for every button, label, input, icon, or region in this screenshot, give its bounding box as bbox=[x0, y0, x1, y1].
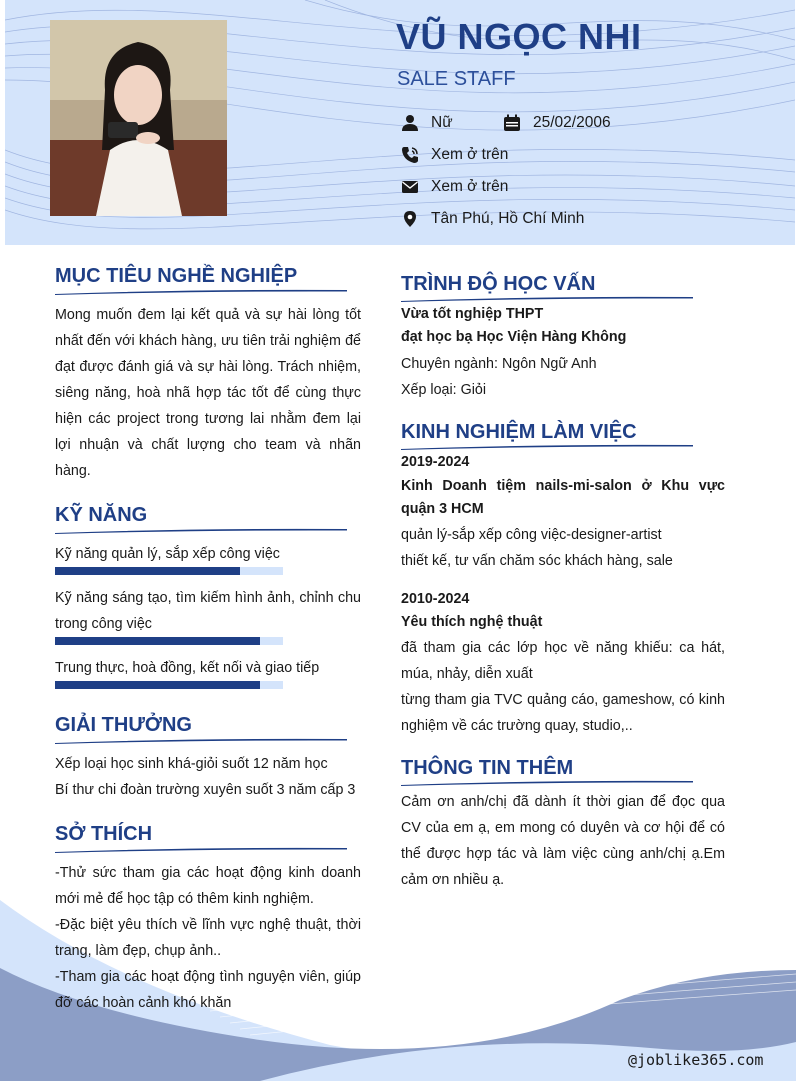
info-email bbox=[401, 176, 601, 198]
info-phone bbox=[401, 144, 601, 166]
heading-underline bbox=[401, 443, 693, 451]
hobby-item: -Đặc biệt yêu thích về lĩnh vực nghệ thuật, thời trang, làm đẹp, chụp ảnh.. bbox=[55, 917, 361, 959]
heading-underline bbox=[55, 527, 347, 535]
skill-bar bbox=[55, 567, 283, 575]
skill-bar-fill bbox=[55, 681, 260, 689]
awards-heading: GIẢI THƯỞNG bbox=[55, 714, 192, 736]
calendar-icon bbox=[503, 114, 521, 132]
experience-role: Yêu thích nghệ thuật bbox=[401, 614, 543, 630]
objective-text: Mong muốn đem lại kết quả và sự hài lòng tốt nhất đến với khách hàng, ưu tiên trải nghiệm để đạt được đánh giá và sự hài lòng. Trách nhiệm, siêng năng, hoà nhã hợp tác tốt để cùng thực hiện các project trong tương lai nhằm đem lại lợi nhuận và chất lượng cho team và nhãn hàng. bbox=[55, 307, 361, 479]
skill-bar bbox=[55, 681, 283, 689]
education-school: đạt học bạ Học Viện Hàng Không bbox=[401, 329, 627, 345]
extra-info-text: Cảm ơn anh/chị đã dành ít thời gian để đọc qua CV của em ạ, em mong có duyên và cơ hội để có thể được hợp tác và làm việc cùng anh/chị ạ.Em cảm ơn nhiều ạ. bbox=[401, 794, 725, 888]
email-text: Xem ở trên bbox=[431, 178, 509, 195]
experience-detail: đã tham gia các lớp học về năng khiếu: ca hát, múa, nhảy, diễn xuất bbox=[401, 640, 725, 682]
objective-heading: MỤC TIÊU NGHỀ NGHIỆP bbox=[55, 265, 298, 287]
skill-label: Trung thực, hoà đồng, kết nối và giao tiếp bbox=[55, 660, 320, 676]
hobby-item: -Thử sức tham gia các hoạt động kinh doanh mới mẻ để học tập có thêm kinh nghiệm. bbox=[55, 865, 361, 907]
skill-bar bbox=[55, 637, 283, 645]
skill-label: Kỹ năng quản lý, sắp xếp công việc bbox=[55, 546, 280, 562]
experience-role: Kinh Doanh tiệm nails-mi-salon ở Khu vực quận 3 HCM bbox=[401, 478, 725, 517]
heading-underline bbox=[401, 295, 693, 303]
birthday-text: 25/02/2006 bbox=[533, 114, 611, 131]
job-position: SALE STAFF bbox=[397, 68, 516, 90]
experience-period: 2010-2024 bbox=[401, 591, 470, 607]
experience-period: 2019-2024 bbox=[401, 454, 470, 470]
experience-detail: quản lý-sắp xếp công việc-designer-artist bbox=[401, 527, 662, 543]
award-item: Xếp loại học sinh khá-giỏi suốt 12 năm học bbox=[55, 756, 328, 772]
hobby-item: -Tham gia các hoạt động tình nguyện viên, giúp đỡ các hoàn cảnh khó khăn bbox=[55, 969, 361, 1011]
experience-heading: KINH NGHIỆM LÀM VIỆC bbox=[401, 421, 637, 443]
address-text: Tân Phú, Hồ Chí Minh bbox=[431, 210, 585, 227]
education-rank: Xếp loại: Giỏi bbox=[401, 382, 487, 398]
skill-bar-fill bbox=[55, 637, 260, 645]
skills-heading: KỸ NĂNG bbox=[55, 504, 148, 526]
info-address bbox=[401, 208, 641, 230]
heading-underline bbox=[401, 779, 693, 787]
experience-detail: từng tham gia TVC quảng cáo, gameshow, có kinh nghiệm về các trường quay, studio,.. bbox=[401, 692, 725, 734]
info-birthday bbox=[503, 112, 663, 134]
watermark: @joblike365.com bbox=[628, 1051, 764, 1069]
hobbies-heading: SỞ THÍCH bbox=[55, 823, 153, 845]
education-status: Vừa tốt nghiệp THPT bbox=[401, 306, 544, 322]
experience-detail: thiết kế, tư vấn chăm sóc khách hàng, sale bbox=[401, 553, 673, 569]
phone-text: Xem ở trên bbox=[431, 146, 509, 163]
award-item: Bí thư chi đoàn trường xuyên suốt 3 năm cấp 3 bbox=[55, 782, 356, 798]
info-gender bbox=[401, 112, 501, 134]
extra-info-heading: THÔNG TIN THÊM bbox=[401, 757, 574, 779]
map-pin-icon bbox=[401, 210, 419, 228]
heading-underline bbox=[55, 846, 347, 854]
gender-text: Nữ bbox=[431, 114, 453, 131]
envelope-icon bbox=[401, 178, 419, 196]
candidate-name: VŨ NGỌC NHI bbox=[396, 16, 642, 57]
skill-label: Kỹ năng sáng tạo, tìm kiếm hình ảnh, chỉnh chu trong công việc bbox=[55, 590, 361, 632]
heading-underline bbox=[55, 288, 347, 296]
education-heading: TRÌNH ĐỘ HỌC VẤN bbox=[401, 273, 596, 295]
skill-bar-fill bbox=[55, 567, 240, 575]
heading-underline bbox=[55, 737, 347, 745]
person-icon bbox=[401, 114, 419, 132]
phone-icon bbox=[401, 146, 419, 164]
education-major: Chuyên ngành: Ngôn Ngữ Anh bbox=[401, 356, 597, 372]
profile-photo bbox=[50, 20, 227, 216]
